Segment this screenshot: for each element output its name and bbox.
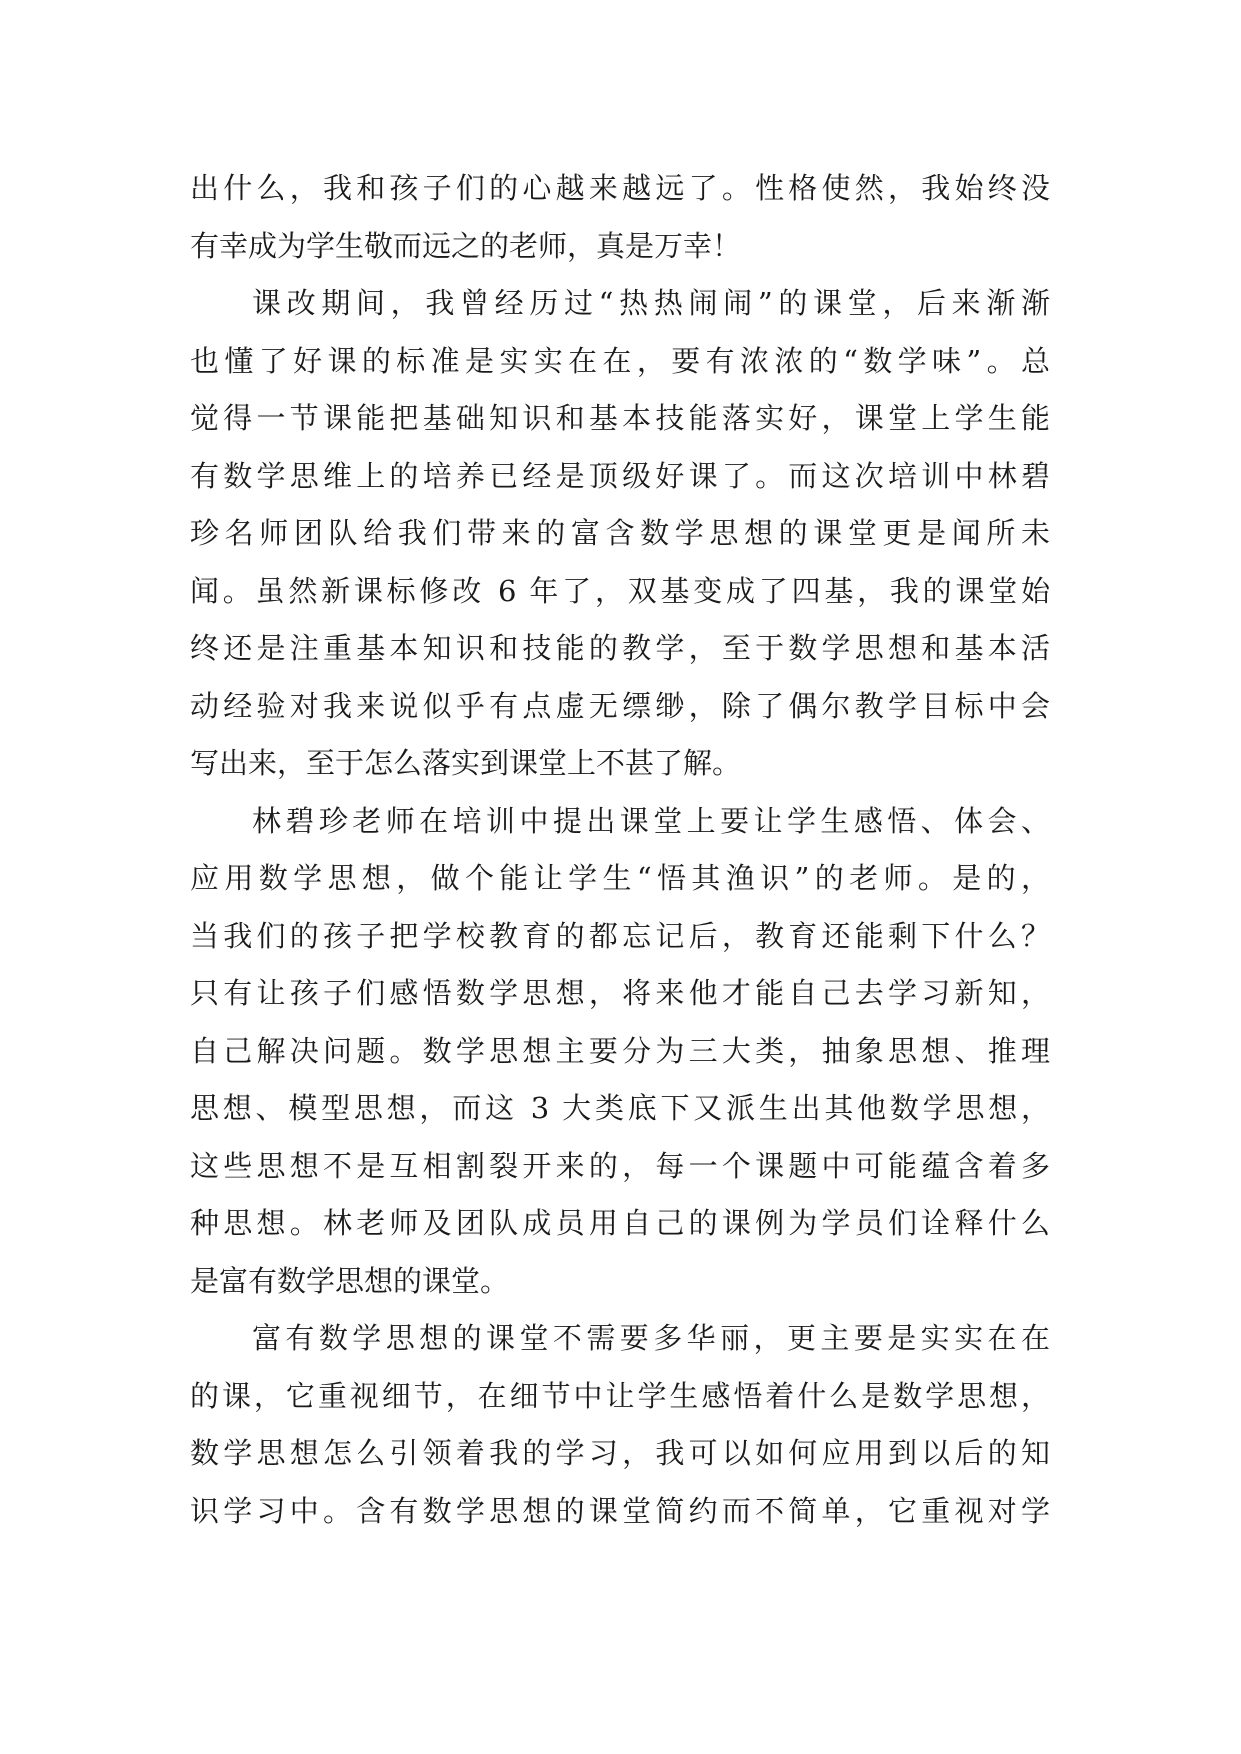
text-line: 闻。虽然新课标修改 6 年了，双基变成了四基，我的课堂始 — [190, 573, 1050, 608]
text-line: 数学思想怎么引领着我的学习，我可以如何应用到以后的知 — [190, 1436, 1050, 1470]
text-line: 是富有数学思想的课堂。 — [190, 1263, 510, 1298]
text-line: 动经验对我来说似乎有点虚无缥缈，除了偶尔教学目标中会 — [190, 688, 1050, 723]
text-line: 思想、模型思想，而这 3 大类底下又派生出其他数学思想， — [190, 1091, 1050, 1125]
paragraph-first-line: 富有数学思想的课堂不需要多华丽，更主要是实实在在 — [252, 1321, 1050, 1355]
text-line: 当我们的孩子把学校教育的都忘记后，教育还能剩下什么？ — [190, 918, 1050, 953]
text-line: 写出来，至于怎么落实到课堂上不甚了解。 — [190, 746, 742, 780]
text-line: 有数学思维上的培养已经是顶级好课了。而这次培训中林碧 — [190, 458, 1050, 493]
text-line: 终还是注重基本知识和技能的教学，至于数学思想和基本活 — [190, 631, 1050, 665]
text-line: 有幸成为学生敬而远之的老师，真是万幸！ — [190, 228, 742, 263]
text-line: 识学习中。含有数学思想的课堂简约而不简单，它重视对学 — [190, 1493, 1050, 1528]
text-line: 这些思想不是互相割裂开来的，每一个课题中可能蕴含着多 — [190, 1148, 1050, 1183]
text-line: 应用数学思想，做个能让学生“悟其渔识”的老师。是的， — [190, 861, 1050, 895]
text-line: 珍名师团队给我们带来的富含数学思想的课堂更是闻所未 — [190, 516, 1050, 550]
body-text — [190, 160, 1050, 1540]
text-line: 觉得一节课能把基础知识和基本技能落实好，课堂上学生能 — [190, 401, 1050, 435]
text-line: 种思想。林老师及团队成员用自己的课例为学员们诠释什么 — [190, 1206, 1050, 1240]
text-line: 出什么，我和孩子们的心越来越远了。性格使然，我始终没 — [190, 171, 1050, 205]
text-line: 只有让孩子们感悟数学思想，将来他才能自己去学习新知， — [190, 976, 1050, 1010]
text-line: 的课，它重视细节，在细节中让学生感悟着什么是数学思想， — [190, 1378, 1050, 1413]
text-line: 自己解决问题。数学思想主要分为三大类，抽象思想、推理 — [190, 1033, 1050, 1068]
paragraph-first-line: 课改期间，我曾经历过“热热闹闹”的课堂，后来渐渐 — [252, 286, 1050, 320]
text-line: 也懂了好课的标准是实实在在，要有浓浓的“数学味”。总 — [190, 343, 1050, 378]
paragraph-first-line: 林碧珍老师在培训中提出课堂上要让学生感悟、体会、 — [252, 803, 1050, 838]
